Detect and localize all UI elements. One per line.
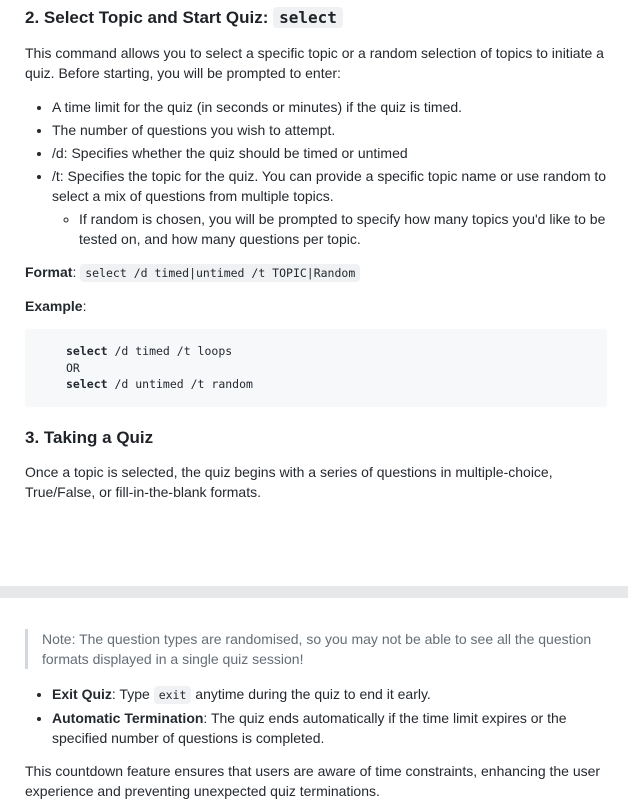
exit-label: Exit Quiz xyxy=(52,686,112,702)
code-command: select xyxy=(66,344,108,358)
list-item xyxy=(52,166,607,249)
code-line xyxy=(66,360,607,377)
section2-heading-text: 2. Select Topic and Start Quiz: xyxy=(25,8,269,27)
sub-bullet-list xyxy=(52,209,607,249)
section2-bullet-list xyxy=(25,97,607,252)
list-item-auto xyxy=(52,708,607,748)
code-args: /d timed /t loops xyxy=(107,344,233,358)
closing-paragraph: This countdown feature ensures that users are aware of time constraints, enhancing the user experience and preventing unexpected quiz terminations. xyxy=(25,763,601,799)
section2-heading xyxy=(25,6,607,30)
list-item-text: /t: Specifies the topic for the quiz. You can provide a specific topic name or use random to select a mix of questions from multiple topics. xyxy=(52,168,607,204)
format-code: select /d timed|untimed /t TOPIC|Random xyxy=(80,264,360,282)
list-item: • The number of questions you wish to attempt. xyxy=(52,120,607,140)
exit-pre: : Type xyxy=(111,686,154,702)
code-args: /d untimed /t random xyxy=(107,377,253,391)
format-label: Format xyxy=(25,264,73,280)
note-blockquote: Note: The question types are randomised, so you may not be able to see all the question formats displayed in a single quiz session! xyxy=(25,629,602,669)
lower-bullet-list xyxy=(25,684,607,751)
example-code-block xyxy=(25,329,607,407)
format-line: Format: select /d timed|untimed /t TOPIC|Random xyxy=(25,262,360,283)
sub-list-item: ◦ If random is chosen, you will be prompted to specify how many topics you'd like to be tested on, and how many questions per topic. xyxy=(79,209,607,249)
list-item: • A time limit for the quiz (in seconds or minutes) if the quiz is timed. xyxy=(52,97,607,117)
list-item-exit xyxy=(52,684,607,705)
section2-heading-code: select xyxy=(273,7,343,28)
auto-label: Automatic Termination xyxy=(52,710,204,726)
code-args: OR xyxy=(66,360,80,375)
auto-text: : The quiz ends automatically if the time limit expires or the specified number of questions is completed. xyxy=(52,710,567,746)
section3-body: Once a topic is selected, the quiz begins with a series of questions in multiple-choice, True/False, or fill-in-the-blank formats. xyxy=(25,464,553,500)
code-command: select xyxy=(66,377,108,391)
exit-post: anytime during the quiz to end it early. xyxy=(191,686,431,702)
example-line: Example: xyxy=(25,298,87,314)
code-line xyxy=(66,343,607,360)
example-label: Example xyxy=(25,298,83,314)
section3-heading: 3. Taking a Quiz xyxy=(25,428,154,447)
exit-code: exit xyxy=(154,686,192,704)
section-divider xyxy=(0,586,628,598)
section2-intro: This command allows you to select a specific topic or a random selection of topics to initiate a quiz. Before starting, you will be prompted to enter: xyxy=(25,45,604,81)
list-item: • /d: Specifies whether the quiz should be timed or untimed xyxy=(52,143,607,163)
code-line xyxy=(66,376,607,393)
